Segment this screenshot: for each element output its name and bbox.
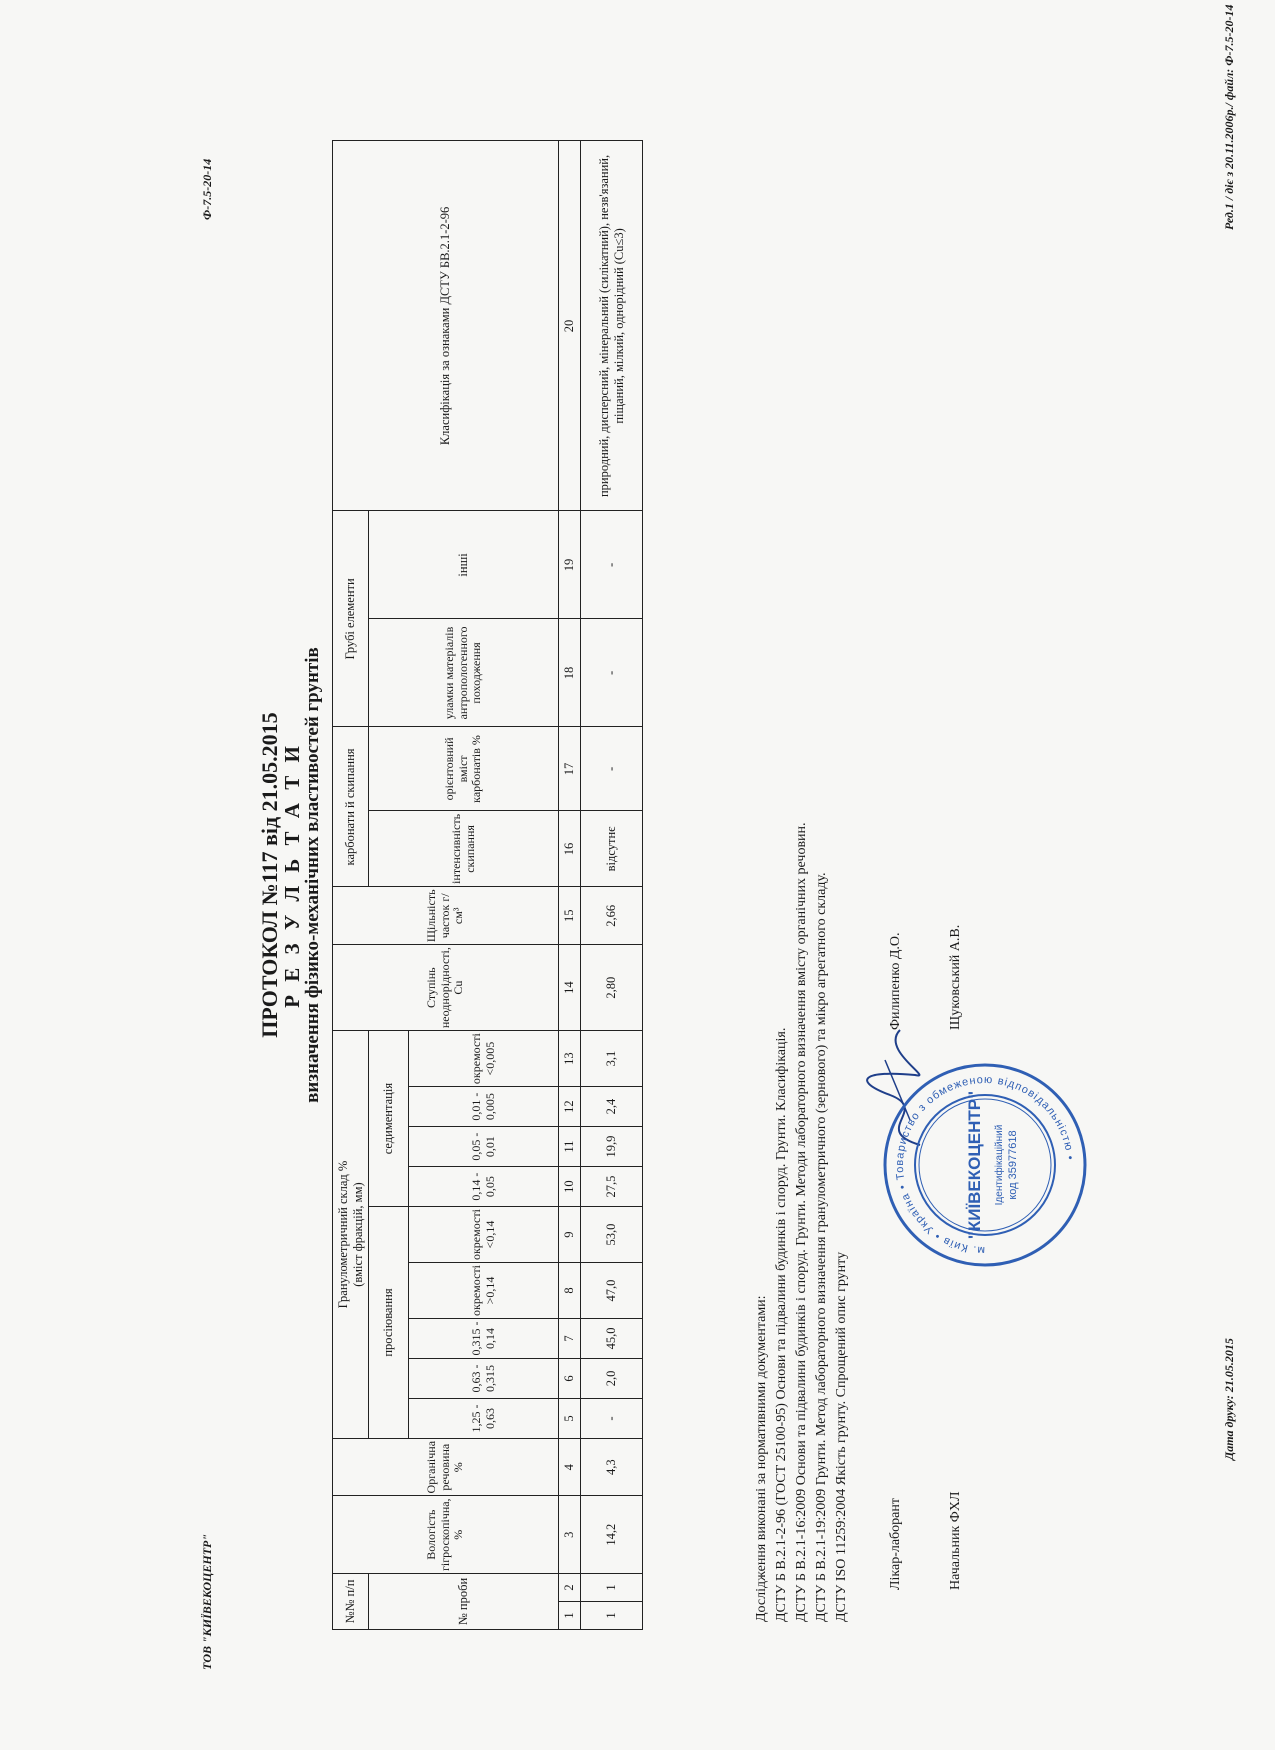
table-row <box>581 141 643 1630</box>
signature-name-2: Щуковський А.В. <box>948 924 963 1030</box>
revision-info: Ред.1 / діє з 20.11.2006р./ файл: Ф-7.5-20-14 <box>1222 4 1236 230</box>
header-granulometric-title: Гранулометричний склад % <box>336 1160 351 1309</box>
header-npp: №№ п/п <box>333 1574 369 1630</box>
stamp-code-label: Ідентифікаційний <box>994 1124 1005 1206</box>
note-2: ДСТУ Б В.2.1-16:2009 Основи та підвалини будинків і споруд. Грунти. Методи лабораторного визначення вмісту органічних речовин. <box>794 822 809 1622</box>
cell-fraction-8: 2,4 <box>581 1087 643 1127</box>
header-fraction-2: 0,63 - 0,315 <box>409 1358 559 1398</box>
normative-notes <box>752 822 852 1622</box>
colnum: 6 <box>559 1358 581 1398</box>
cell-npp: 1 <box>581 1602 643 1630</box>
cell-probe: 1 <box>581 1574 643 1602</box>
header-fraction-7: 0,05 - 0,01 <box>409 1127 559 1167</box>
results-table <box>332 140 643 1630</box>
column-number-row <box>559 141 581 1630</box>
cell-fraction-7: 19,9 <box>581 1127 643 1167</box>
note-1: ДСТУ Б В.2.1-2-96 (ГОСТ 25100-95) Основи та підвалини будинків і споруд. Грунти. Класифікація. <box>774 1027 789 1622</box>
header-organic: Органічна речовина % <box>333 1438 559 1495</box>
header-cu: Ступінь неоднорідності, Cu <box>333 945 559 1031</box>
header-carb-intensity: інтенсивність скипання <box>369 811 559 887</box>
signature-role-1: Лікар-лаборант <box>888 1498 903 1590</box>
cell-fraction-1: - <box>581 1398 643 1438</box>
protocol-title <box>258 300 323 1450</box>
header-fraction-1: 1,25 - 0,63 <box>409 1398 559 1438</box>
header-fraction-9: окремості <0,005 <box>409 1031 559 1087</box>
header-fraction-8: 0,01 - 0,005 <box>409 1087 559 1127</box>
note-4: ДСТУ ISO 11259:2004 Якість грунту. Спрощений опис грунту <box>834 1251 849 1622</box>
header-density: Щільність часток г/см³ <box>333 887 559 945</box>
colnum: 14 <box>559 945 581 1031</box>
colnum: 9 <box>559 1207 581 1263</box>
colnum: 4 <box>559 1438 581 1495</box>
title-line2: Р Е З У Л Ь Т А Т И <box>280 742 305 1008</box>
header-coarse-anthropogenic: уламки матеріалів антропологенного походження <box>369 619 559 727</box>
title-line1: ПРОТОКОЛ №117 від 21.05.2015 <box>257 712 282 1038</box>
header-coarse-other: інші <box>369 511 559 619</box>
colnum: 19 <box>559 511 581 619</box>
header-granulometric <box>333 1031 369 1439</box>
header-fraction-3: 0,315 - 0,14 <box>409 1318 559 1358</box>
header-sedimentation: седиментація <box>369 1031 409 1207</box>
company-name: ТОВ "КИЇВЕКОЦЕНТР" <box>200 1533 214 1670</box>
cell-coarse-other: - <box>581 511 643 619</box>
header-coarse: Грубі елементи <box>333 511 369 727</box>
header-classification: Класифікація за ознаками ДСТУ БВ.2.1-2-96 <box>333 141 559 511</box>
colnum: 16 <box>559 811 581 887</box>
colnum: 1 <box>559 1602 581 1630</box>
cell-classification: природний, дисперсний, мінеральний (силікатний), незв'язаний, піщаний, мілкий, однорідний (Cu≤3) <box>581 141 643 511</box>
signature-role-2: Начальник ФХЛ <box>948 1491 963 1590</box>
stamp-center-text: "КИЇВЕКОЦЕНТР" <box>965 1090 984 1240</box>
company-stamp <box>880 1060 1090 1270</box>
cell-fraction-2: 2,0 <box>581 1358 643 1398</box>
colnum: 5 <box>559 1398 581 1438</box>
cell-fraction-4: 47,0 <box>581 1263 643 1319</box>
header-fraction-4: окремості >0,14 <box>409 1263 559 1319</box>
cell-fraction-6: 27,5 <box>581 1167 643 1207</box>
cell-fraction-5: 53,0 <box>581 1207 643 1263</box>
note-3: ДСТУ Б В.2.1-19:2009 Грунти. Метод лабораторного визначення гранулометричного (зернового) та мікро агрегатного складу. <box>814 872 829 1622</box>
cell-moisture: 14,2 <box>581 1496 643 1574</box>
header-granulometric-sub: (вміст фракцій, мм) <box>350 1182 365 1287</box>
title-line3: визначення фізико-механічних властивостей грунтів <box>302 647 324 1103</box>
form-code: Ф-7.5-20-14 <box>200 158 214 220</box>
colnum: 12 <box>559 1087 581 1127</box>
header-moisture: Вологість гігроскопічна, % <box>333 1496 559 1574</box>
notes-intro: Дослідження виконані за нормативними документами: <box>754 1295 769 1622</box>
print-date: Дата друку: 21.05.2015 <box>1222 1338 1236 1460</box>
signature-name-1: Филипенко Д.О. <box>888 932 903 1030</box>
colnum: 8 <box>559 1263 581 1319</box>
colnum: 17 <box>559 727 581 811</box>
cell-density: 2,66 <box>581 887 643 945</box>
colnum: 3 <box>559 1496 581 1574</box>
header-sieving: просіювання <box>369 1207 409 1439</box>
cell-coarse-anthropogenic: - <box>581 619 643 727</box>
cell-fraction-3: 45,0 <box>581 1318 643 1358</box>
stamp-code: код 35977618 <box>1007 1130 1019 1200</box>
svg-text:м. Київ • Україна • Товариство <box>894 1074 1076 1256</box>
colnum: 11 <box>559 1127 581 1167</box>
header-probe: № проби <box>369 1574 559 1630</box>
colnum: 18 <box>559 619 581 727</box>
colnum: 2 <box>559 1574 581 1602</box>
header-fraction-6: 0,14 - 0,05 <box>409 1167 559 1207</box>
colnum: 7 <box>559 1318 581 1358</box>
header-carbonates: карбонати й скипання <box>333 727 369 887</box>
cell-cu: 2,80 <box>581 945 643 1031</box>
colnum: 15 <box>559 887 581 945</box>
cell-carb-content: - <box>581 727 643 811</box>
colnum: 10 <box>559 1167 581 1207</box>
stamp-ring-text: м. Київ • Україна • Товариство з обмеженою відповідальністю • <box>893 1073 1076 1257</box>
header-carb-content: орієнтовний вміст карбонатів % <box>369 727 559 811</box>
cell-carb-intensity: відсутнє <box>581 811 643 887</box>
colnum: 20 <box>559 141 581 511</box>
colnum: 13 <box>559 1031 581 1087</box>
cell-organic: 4,3 <box>581 1438 643 1495</box>
header-fraction-5: окремості <0,14 <box>409 1207 559 1263</box>
cell-fraction-9: 3,1 <box>581 1031 643 1087</box>
